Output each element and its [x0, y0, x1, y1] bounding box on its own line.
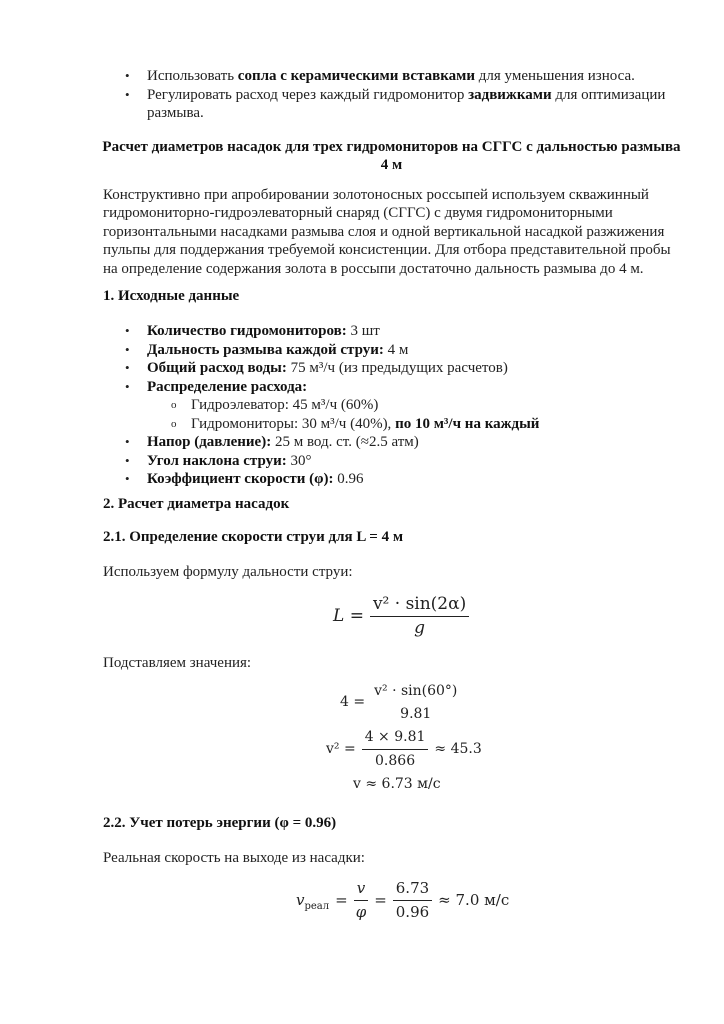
sub-list-item: o Гидромониторы: 30 м³/ч (40%), по 10 м³/ч на каждый	[103, 415, 683, 434]
list-item: • Коэффициент скорости (φ): 0.96	[103, 470, 683, 489]
text: Используем формулу дальности струи:	[103, 563, 353, 580]
range-formula: L = $\frac{\text{v² · sin(2α)}}{g}$	[333, 595, 469, 638]
subsection-heading: 2.1. Определение скорости струи для L = 4 м	[103, 528, 404, 545]
list-item: • Угол наклона струи: 30°	[103, 452, 683, 471]
list-item: • Регулировать расход через каждый гидромонитор задвижками для оптимизации размыва.	[103, 86, 683, 123]
velocity-result: v ≈ 6.73 м/с	[353, 775, 441, 792]
intro-paragraph: Конструктивно при апробировании золотоносных россыпей используем скважинный гидромониторно-гидроэлеваторный снаряд (СГГС) с двумя гидромониторными горизонтальными насадками размыва слоя и одной вертикальной насадкой разжижения пульпы для поддержания требуемой консистенции. Для отбора представительной пробы на определение содержания золота в россыпи достаточно дальность размыва до 4 м.	[103, 186, 671, 277]
intro-bullet-list	[103, 67, 683, 123]
initial-data-list	[103, 322, 683, 489]
text: Подставляем значения:	[103, 654, 252, 671]
list-item: • Напор (давление): 25 м вод. ст. (≈2.5 атм)	[103, 433, 683, 452]
list-item: • Использовать сопла с керамическими вставками для уменьшения износа.	[103, 67, 683, 86]
subsection-heading: 2.2. Учет потерь энергии (φ = 0.96)	[103, 814, 337, 831]
sub-list-item: o Гидроэлеватор: 45 м³/ч (60%)	[103, 396, 683, 415]
section-heading: 1. Исходные данные	[103, 288, 240, 304]
velocity-squared-formula: v² = $\frac{4 \times 9.81}{0.866}$ ≈ 45.3	[326, 728, 482, 769]
text: Реальная скорость на выходе из насадки:	[103, 849, 365, 866]
section-heading: 2. Расчет диаметра насадок	[103, 495, 290, 512]
substitution-formula: 4 = v² · sin(60°) 9.81	[340, 682, 458, 722]
list-item: • Общий расход воды: 75 м³/ч (из предыдущих расчетов)	[103, 359, 683, 378]
list-item: • Распределение расхода:	[103, 378, 683, 397]
list-item: • Количество гидромониторов: 3 шт	[103, 322, 683, 341]
list-item: • Дальность размыва каждой струи: 4 м	[103, 341, 683, 360]
real-velocity-formula: $v_{реал}$ = $\frac{v}{\varphi}$ = $\frac{6.73}{0.96}$ ≈ 7.0 м/с	[296, 878, 510, 921]
page-title: Расчет диаметров насадок для трех гидромониторов на СГГС с дальностью размыва 4 м	[102, 138, 681, 173]
